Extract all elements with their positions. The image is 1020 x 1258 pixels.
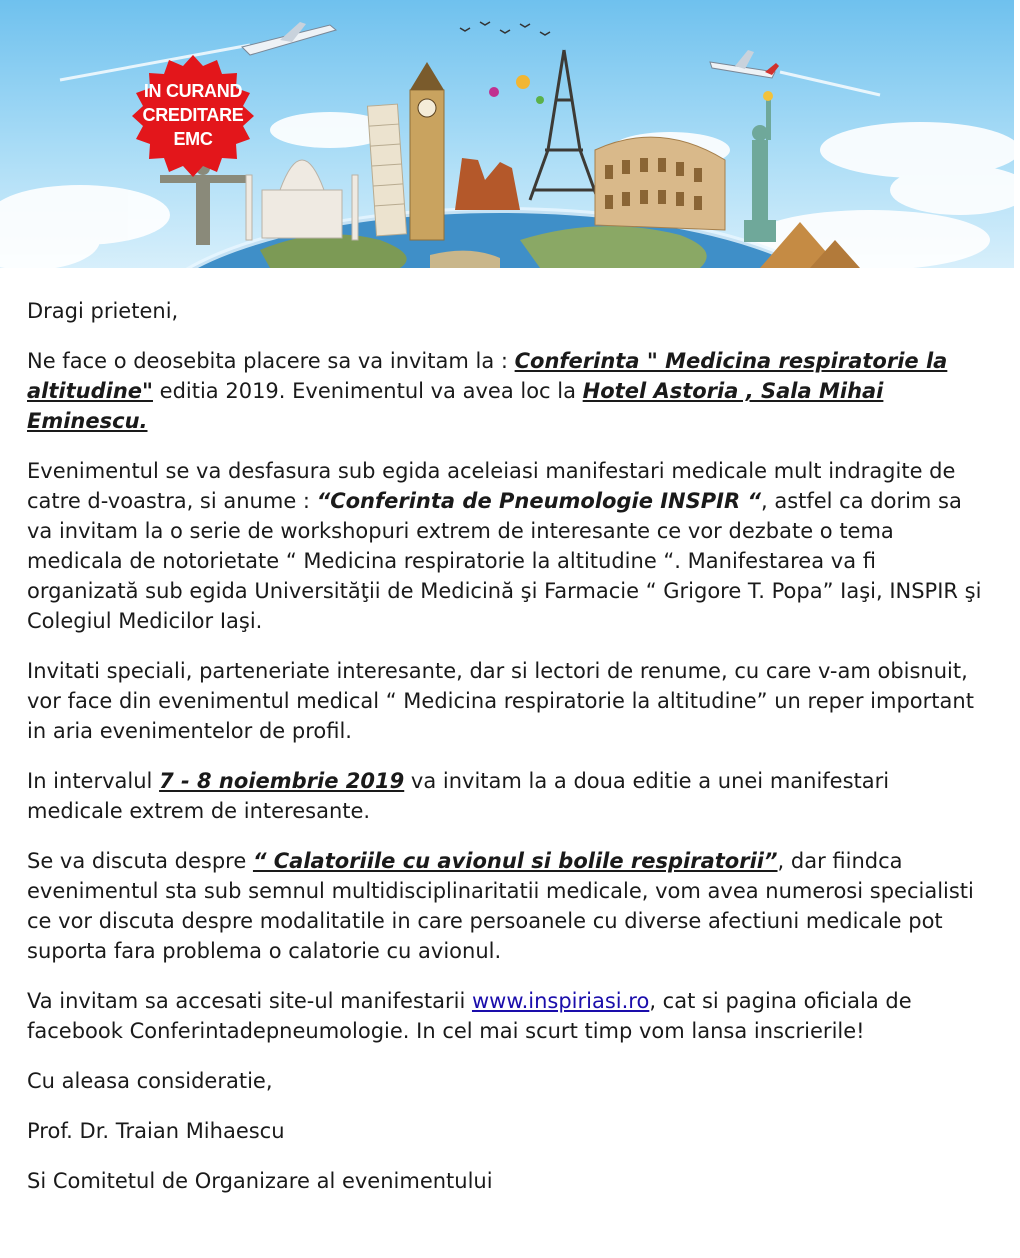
airplane-icon <box>242 22 336 55</box>
dates-intro: In intervalul <box>27 769 160 793</box>
eiffel-tower-icon <box>530 50 598 200</box>
website-rest: , cat si pagina oficiala de facebook Conferintadepneumologie. In cel mai scurt timp vom lansa inscrierile! <box>27 989 912 1043</box>
colosseum-icon <box>595 137 725 230</box>
paragraph-context <box>27 456 987 636</box>
paragraph-invitation <box>27 346 987 436</box>
topic-intro: Se va discuta despre <box>27 849 253 873</box>
signature: Prof. Dr. Traian Mihaescu <box>27 1119 285 1143</box>
big-ben-icon <box>410 62 444 240</box>
birds-icon <box>460 22 550 35</box>
paragraph-dates <box>27 766 987 826</box>
hot-air-balloons-icon <box>489 75 544 104</box>
event-title: Conferinta " Medicina respiratorie la altitudine" <box>27 349 948 403</box>
badge-line-2: CREDITARE <box>142 105 244 125</box>
committee: Si Comitetul de Organizare al evenimentului <box>27 1169 493 1193</box>
letter-body <box>27 268 987 1196</box>
badge-line-1: IN CURAND <box>143 81 243 101</box>
taj-mahal-icon <box>246 160 358 240</box>
invitation-intro: Ne face o deosebita placere sa va invitam la : <box>27 349 515 373</box>
context-text-a: Evenimentul se va desfasura sub egida aceleiasi manifestari medicale mult indragite de catre d-voastra, si anume : <box>27 459 956 513</box>
topic-rest: , dar fiindca evenimentul sta sub semnul multidisciplinaritatii medicale, vom avea numerosi specialisti ce vor discuta despre modalitatile in care persoanele cu diverse afectiuni medicale pot suporta fara problema o calatorie cu avionul. <box>27 849 974 963</box>
emc-badge <box>134 55 252 173</box>
header-banner <box>0 0 1014 268</box>
event-venue: Hotel Astoria , Sala Mihai Eminescu. <box>27 379 884 433</box>
paragraph-guests: Invitati speciali, parteneriate interesante, dar si lectori de renume, cu care v-am obisnuit, vor face din evenimentul medical “ Medicina respiratorie la altitudine” un reper important in aria evenimentelor de profil. <box>27 659 974 743</box>
context-text-b: , astfel ca dorim sa va invitam la o serie de workshopuri extrem de interesante ce vor dezbate o tema medicala de notorietate “ Medicina respiratorie la altitudine “. Manifestarea va fi organizată sub egida Universităţii de Medicină şi Farmacie “ Grigore T. Popa” Iaşi, INSPIR şi Colegiul Medicilor Iaşi. <box>27 489 982 633</box>
paragraph-website <box>27 986 987 1046</box>
website-link[interactable]: www.inspiriasi.ro <box>471 989 650 1013</box>
badge-line-3: EMC <box>173 129 213 149</box>
closing: Cu aleasa consideratie, <box>27 1069 273 1093</box>
statue-of-liberty-icon <box>744 91 776 242</box>
greeting: Dragi prieteni, <box>27 299 179 323</box>
topic-title: “ Calatoriile cu avionul si bolile respiratorii” <box>252 849 778 873</box>
christ-statue-icon <box>160 161 248 245</box>
website-intro: Va invitam sa accesati site-ul manifestarii <box>27 989 472 1013</box>
conference-name: “Conferinta de Pneumologie INSPIR “ <box>316 489 761 513</box>
dates-rest: va invitam la a doua editie a unei manifestari medicale extrem de interesante. <box>27 769 890 823</box>
badge-text <box>134 79 252 151</box>
event-dates: 7 - 8 noiembrie 2019 <box>159 769 405 793</box>
invitation-middle: editia 2019. Evenimentul va avea loc la <box>152 379 583 403</box>
airplane-icon <box>710 50 779 78</box>
paragraph-topic <box>27 846 987 966</box>
